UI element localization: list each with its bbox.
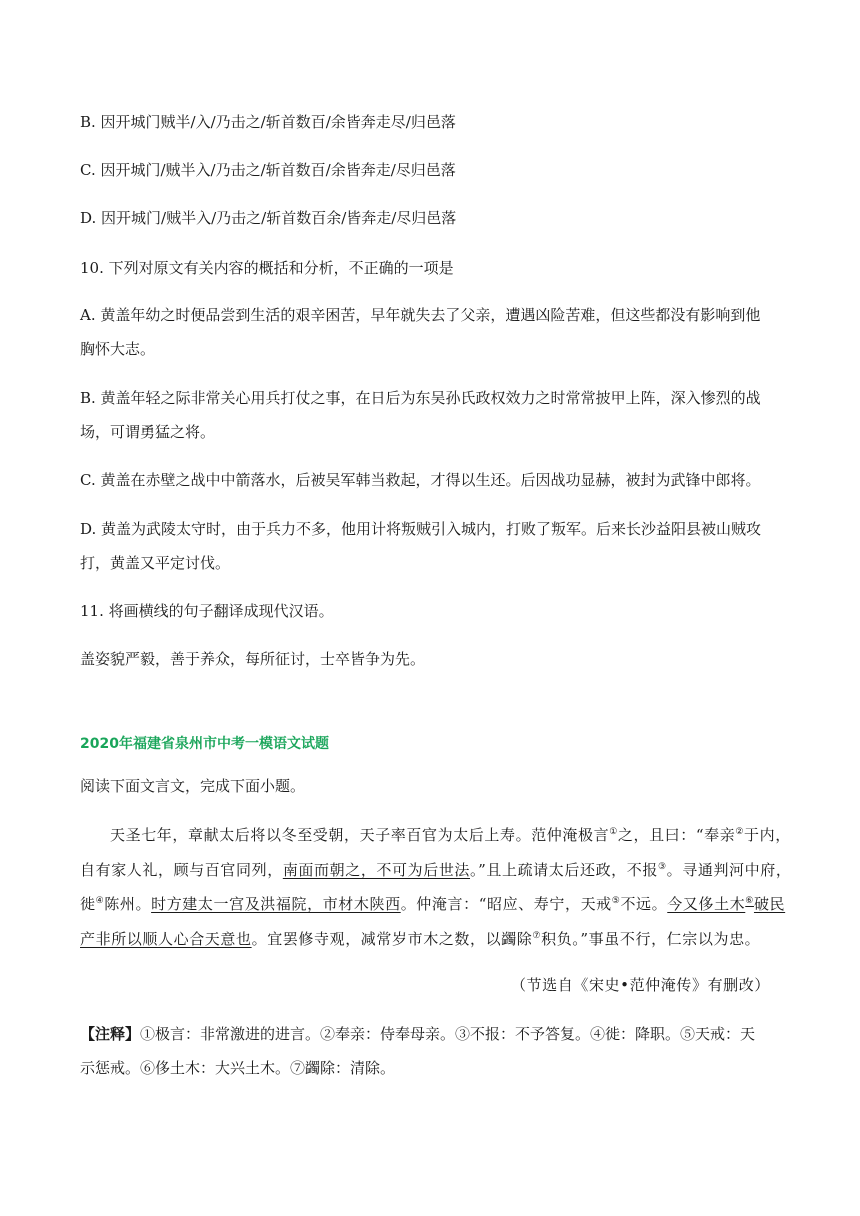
underlined-sentence: 产非所以顺人心合天意也 bbox=[80, 930, 252, 948]
q10-option-a-line2: 胸怀大志。 bbox=[80, 340, 156, 358]
footnote-marker: ④ bbox=[95, 896, 105, 906]
underlined-sentence: 时方建太一宫及洪福院，市材木陕西 bbox=[151, 895, 401, 913]
passage-line-4 bbox=[80, 929, 760, 949]
q9-option-c: C. 因开城门/贼半入/乃击之/斩首数百/余皆奔走/尽归邑落 bbox=[80, 161, 456, 179]
passage-text: 。寻通判河中府， bbox=[666, 861, 792, 879]
q10-option-c-line1: C. 黄盖在赤壁之战中中箭落水，后被吴军韩当救起，才得以生还。后因战功显赫，被封为武锋中郎将。 bbox=[80, 471, 761, 489]
passage-source: （节选自《宋史•范仲淹传》有删改） bbox=[510, 976, 770, 994]
footnote-marker: ⑤ bbox=[611, 896, 621, 906]
q10-option-b-line2: 场，可谓勇猛之将。 bbox=[80, 423, 216, 441]
underlined-sentence: 破民 bbox=[753, 895, 786, 913]
passage-text: 。宜罢修寺观，减常岁市木之数，以蠲除 bbox=[251, 930, 533, 948]
passage-text: 于内， bbox=[744, 826, 791, 844]
passage-text: 徙 bbox=[80, 895, 96, 913]
footnote-marker: ① bbox=[609, 827, 618, 837]
passage-line-3 bbox=[80, 894, 785, 914]
passage-text: 陈州。 bbox=[104, 895, 152, 913]
q11-stem: 11. 将画横线的句子翻译成现代汉语。 bbox=[80, 602, 334, 620]
passage-text: 自有家人礼，顾与百官同列， bbox=[80, 861, 283, 879]
passage-line-2 bbox=[80, 860, 791, 880]
passage-text: 不远。 bbox=[620, 895, 668, 913]
passage-text: 。”且上疏请太后还政，不报 bbox=[470, 861, 658, 879]
q10-option-b-line1: B. 黄盖年轻之际非常关心用兵打仗之事，在日后为东吴孙氏政权效力之时常常披甲上阵，深入惨烈的战 bbox=[80, 389, 761, 407]
passage-text: 。仲淹言：“昭应、寿宁，天戒 bbox=[400, 895, 612, 913]
passage-line-1 bbox=[110, 825, 791, 845]
footnote-marker: ② bbox=[735, 827, 745, 837]
notes-label: 【注释】 bbox=[80, 1025, 141, 1043]
passage-text: 积负。”事虽不行，仁宗以为忠。 bbox=[541, 930, 761, 948]
q10-option-d-line1: D. 黄盖为武陵太守时，由于兵力不多，他用计将叛贼引入城内，打败了叛军。后来长沙益阳县被山贼攻 bbox=[80, 520, 762, 538]
q10-option-d-line2: 打，黄盖又平定讨伐。 bbox=[80, 554, 231, 572]
notes-line-2: 示惩戒。⑥侈土木：大兴土木。⑦蠲除：清除。 bbox=[80, 1059, 396, 1077]
notes-text: ①极言：非常激进的进言。②奉亲：侍奉母亲。③不报：不予答复。④徙：降职。⑤天戒：天 bbox=[140, 1025, 756, 1043]
q10-option-a-line1: A. 黄盖年幼之时便品尝到生活的艰辛困苦，早年就失去了父亲，遭遇凶险苦难，但这些都没有影响到他 bbox=[80, 306, 761, 324]
notes-line-1 bbox=[80, 1024, 755, 1044]
underlined-sentence: 南面而朝之，不可为后世法 bbox=[282, 861, 471, 879]
section-heading: 2020年福建省泉州市中考一模语文试题 bbox=[80, 736, 329, 752]
passage-text: 天圣七年，章献太后将以冬至受朝，天子率百官为太后上寿。范仲淹极言 bbox=[110, 826, 610, 844]
q11-sentence: 盖姿貌严毅，善于养众，每所征讨，士卒皆争为先。 bbox=[80, 650, 426, 668]
footnote-marker: ⑥ bbox=[745, 896, 754, 906]
section-instruction: 阅读下面文言文，完成下面小题。 bbox=[80, 777, 306, 795]
footnote-marker: ③ bbox=[658, 862, 667, 872]
footnote-marker: ⑦ bbox=[532, 931, 542, 941]
q9-option-d: D. 因开城门/贼半入/乃击之/斩首数百余/皆奔走/尽归邑落 bbox=[80, 209, 457, 227]
q10-stem: 10. 下列对原文有关内容的概括和分析，不正确的一项是 bbox=[80, 259, 454, 277]
underlined-sentence: 今又侈土木 bbox=[667, 895, 746, 913]
passage-text: 之，且曰：“奉亲 bbox=[617, 826, 736, 844]
q9-option-b: B. 因开城门贼半/入/乃击之/斩首数百/余皆奔走尽/归邑落 bbox=[80, 113, 456, 131]
